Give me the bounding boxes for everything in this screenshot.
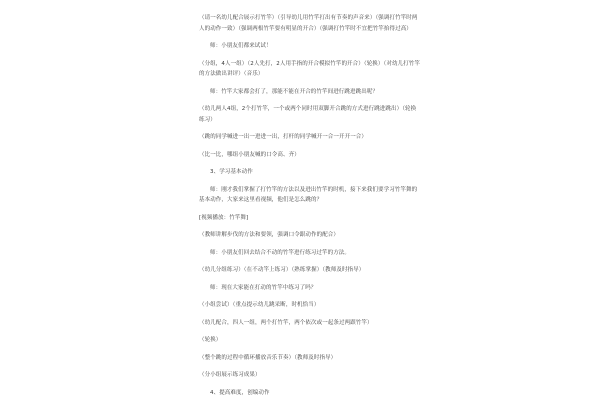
paragraph-rotate: （轮换） xyxy=(199,337,222,343)
paragraph-music-loop: （整个跳的过程中循环播放音乐节奏）（教师及时指导） xyxy=(199,354,337,361)
paragraph-compare: （比一比，哪组小朋友喊的口令高、齐） xyxy=(199,151,300,158)
paragraph-teacher-video-intro: 师：刚才我们掌握了打竹竿的方法以及进出竹竿的时机，接下来我们要学习竹竿舞的基本动作，大家来这里看视频，他们是怎么跳的？ xyxy=(199,186,418,203)
paragraph-demo-instructions: （请一名幼儿配合展示打竹竿）（引导幼儿用竹竿打出有节奏的声音来）（强调打竹竿时两人的动作一致）（强调两根竹竿要有明显的开合）（强调打竹竿时不宜把竹竿抬得过高） xyxy=(199,15,418,32)
paragraph-show-results: （分小组展示练习成果） xyxy=(199,372,261,378)
document-body xyxy=(199,13,421,405)
paragraph-group-practice: （分组，4人一组）（2人先打，2人用手指的开合模拟竹竿的开合）（轮换）（对幼儿打竹竿的方法做出讲评）（音乐） xyxy=(199,60,420,77)
paragraph-video-play: [视频播放：竹竿舞] xyxy=(199,214,249,221)
paragraph-teacher-try: 师：小朋友们都来试试！ xyxy=(210,43,272,49)
paragraph-chant: （跳的同学喊进一出一进进一出，打杆的同学喊开一合一开开一合） xyxy=(199,134,368,140)
paragraph-group-static: （幼儿分组练习）（在不动竿上练习）（熟练掌握）（教师及时指导） xyxy=(199,267,365,273)
section-heading-basic-moves: 3、学习基本动作 xyxy=(210,169,253,175)
paragraph-four-person: （幼儿配合，四人一组，两个打竹竿，两个依次或一起条过两跟竹竿） xyxy=(199,319,373,326)
paragraph-teacher-jump-question: 师：竹竿大家都会打了，那能不能在开合的竹竿间进行跳进跳出呢？ xyxy=(210,88,379,95)
paragraph-teacher-explain: （教师讲解步伐的方法和要领，强调口令跟动作的配合） xyxy=(199,232,340,238)
paragraph-pair-jumping: （幼儿两人4组，2个打竹竿，一个或两个同时用双脚开合跳的方式进行跳进跳出）（轮换练习） xyxy=(199,106,417,123)
paragraph-group-try: （小组尝试）（重点提示幼儿跳采断，时机恰当） xyxy=(199,302,320,308)
paragraph-teacher-static-practice: 师：小朋友们回去结合不动的竹竿进行练习过竿的方法。 xyxy=(210,249,351,256)
paragraph-teacher-moving-question: 师：现在大家能在打动的竹竿中练习了吗？ xyxy=(210,284,317,291)
section-heading-difficulty: 4、提高难度，创编动作 xyxy=(210,389,270,396)
